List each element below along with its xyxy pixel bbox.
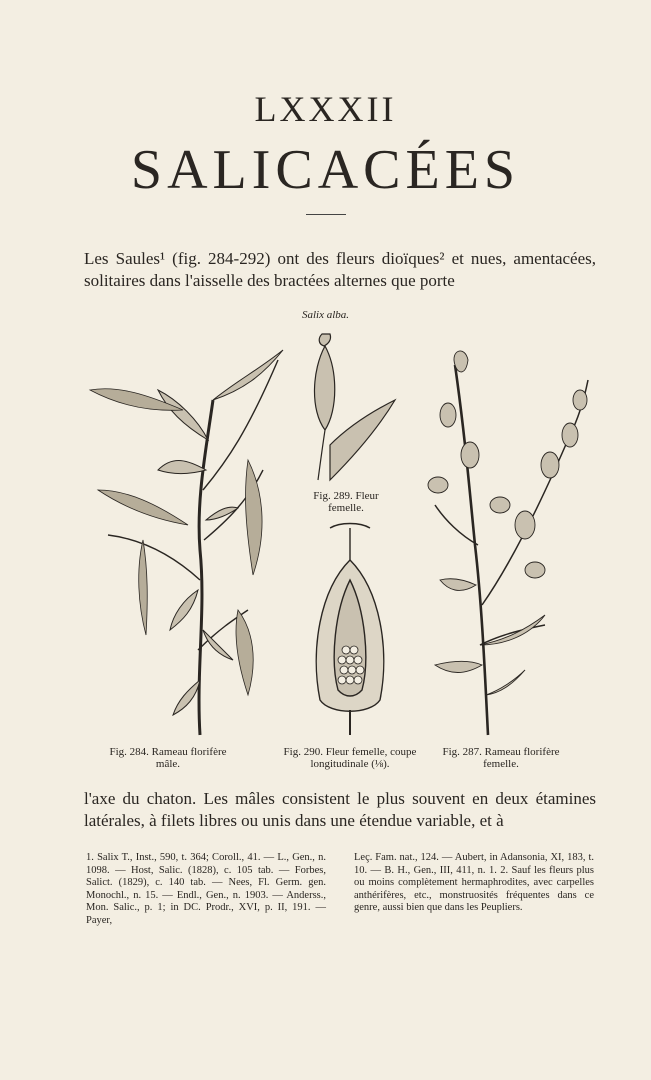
caption-fig-284: Fig. 284. Rameau florifère mâle. <box>109 746 227 770</box>
intro-paragraph: Les Saules¹ (fig. 284-292) ont des fleurs dioïques² et nues, amentacées, solitaires dans l'aisselle des bractées alternes que porte <box>84 249 596 290</box>
footnote-left: 1. Salix T., Inst., 590, t. 364; Coroll., 41. — L., Gen., n. 1098. — Host, Salic. (1828), c. 105 tab. — Forbes, Salict. (1829), c. 140 tab. — Nees, Fl. Germ. gen. Monochl., n. 15. — Endl., Gen., n. 1903. — Anderss., Mon. Salic., p. 1; in DC. Prodr., XVI, p. II, 191. — Payer, <box>86 852 326 926</box>
title-rule <box>306 214 346 215</box>
chapter-number: LXXXII <box>254 89 397 129</box>
chapter-title: SALICACÉES <box>130 139 521 201</box>
fig-289-female-flower <box>300 330 400 490</box>
figure-header: Salix alba. <box>301 309 350 321</box>
fig-287-female-branch <box>420 345 600 740</box>
caption-fig-287: Fig. 287. Rameau florifère femelle. <box>442 746 560 770</box>
caption-fig-289: Fig. 289. Fleur femelle. <box>313 490 379 514</box>
fig-284-male-branch <box>88 330 288 740</box>
footnote-right: Leç. Fam. nat., 124. — Aubert, in Adansonia, XI, 183, t. 10. — B. H., Gen., III, 411, n. 1. 2. Sauf les fleurs plus ou moins complètement hermaphrodites, avec carpelles anthérifères, etc., monstruosités fréquentes dans ce genre, aussi bien que dans les Peupliers. <box>354 852 594 913</box>
caption-fig-290: Fig. 290. Fleur femelle, coupe longitudinale (⅛). <box>283 746 417 770</box>
continuation-paragraph: l'axe du chaton. Les mâles consistent le plus souvent en deux étamines latérales, à filets libres ou unis dans une étendue variable, et à <box>84 789 596 830</box>
fig-290-section <box>300 520 400 740</box>
